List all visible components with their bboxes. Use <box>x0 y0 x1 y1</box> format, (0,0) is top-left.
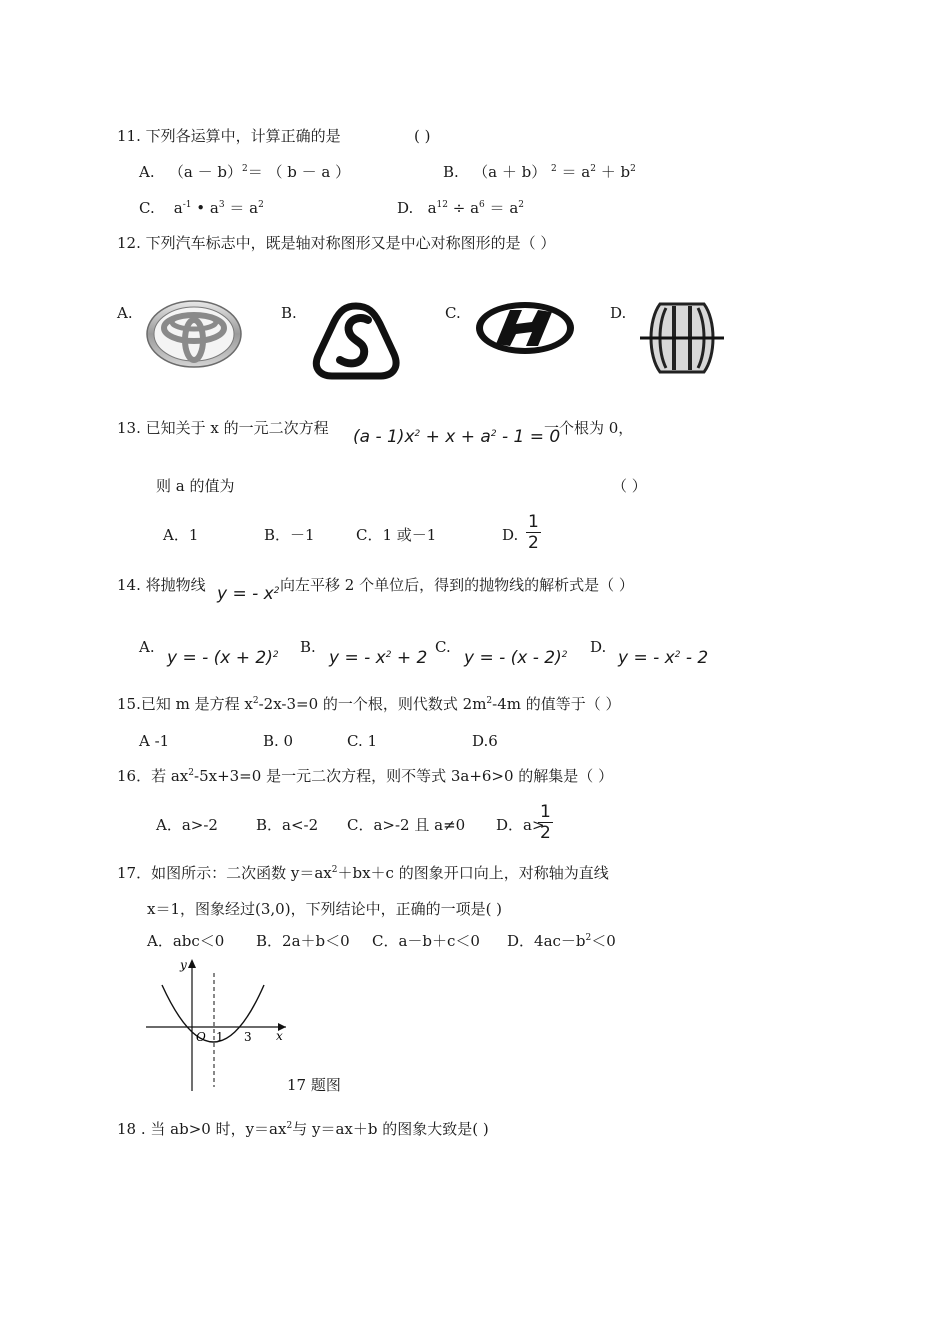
q14-label-a: A. <box>139 638 155 656</box>
q17-stem: 17．如图所示：二次函数 $y=ax^2+bx+c$ 的图象开口向上，对称轴为直线 <box>117 864 609 882</box>
barrel-h-logo-icon <box>640 300 724 376</box>
graph-x-label: x <box>276 1029 283 1043</box>
q14-option-a: y = - $(x + 2)^2$ <box>167 648 279 668</box>
q13-option-d-fraction: $\frac{1}{2}$ <box>528 512 539 553</box>
q14-label-d: D. <box>590 638 607 656</box>
q13-stem-tail: 一个根为 0， <box>544 419 634 437</box>
q12-label-a: A. <box>117 304 133 322</box>
q17-caption: 17 题图 <box>287 1076 341 1094</box>
q16-option-d: D．a> <box>496 816 545 834</box>
graph-y-label: y <box>180 958 187 972</box>
q15-option-c: C. 1 <box>347 732 378 750</box>
q15-stem: 15.已知 m 是方程 $x^2-2x-3=0$ 的一个根，则代数式 $2m^2-4m$ 的值等于（ ） <box>117 695 621 713</box>
graph-tick-1: 1 <box>216 1030 224 1044</box>
q13-option-c: C．1 或－1 <box>356 526 437 544</box>
q14-option-d: y = - $x^2 - 2$ <box>618 648 709 668</box>
hyundai-logo-icon <box>474 300 576 356</box>
q15-option-a: A -1 <box>139 732 170 750</box>
q14-stem: 14. 将抛物线 <box>117 576 206 594</box>
q17-parabola-graph <box>140 955 300 1095</box>
q18-stem: 18 . 当 ab>0 时，$y=ax^2$与 y＝ax＋b 的图象大致是( ) <box>117 1120 489 1138</box>
q17-line2: x＝1，图象经过(3,0)，下列结论中，正确的一项是( ) <box>147 900 503 918</box>
q14-option-c: y = - (x - 2)$^2$ <box>464 648 568 668</box>
q11-option-d: D. $a^{12} \div a^6 = a^2$ <box>397 199 524 217</box>
q11-answer-paren: ( ) <box>414 127 431 145</box>
graph-origin-label: O <box>196 1030 206 1044</box>
q14-stem-tail: 向左平移 2 个单位后，得到的抛物线的解析式是（ ） <box>280 576 634 594</box>
graph-tick-3: 3 <box>244 1030 252 1044</box>
q13-answer-paren: （ ） <box>612 477 647 495</box>
q13-option-b: B．－1 <box>264 526 315 544</box>
q15-option-b: B. 0 <box>263 732 294 750</box>
y-axis-arrow <box>188 959 196 968</box>
q12-label-d: D. <box>610 304 627 322</box>
q12-label-b: B. <box>281 304 297 322</box>
q16-option-a: A．a>-2 <box>156 816 218 834</box>
q14-equation: y = - $x^2$ <box>217 584 280 604</box>
q16-option-d-fraction: $\frac{1}{2}$ <box>540 802 551 843</box>
q13-option-d-label: D. <box>502 526 519 544</box>
q11-option-a: A. $(a - b)^2=$ （ b － a ） <box>139 163 351 181</box>
q16-stem: 16．若 $ax^2-5x+3=0$ 是一元二次方程，则不等式 3a+6>0 的解集是（ ） <box>117 767 614 785</box>
q13-stem: 13. 已知关于 x 的一元二次方程 <box>117 419 329 437</box>
q14-option-b: y = - $x^2 + 2$ <box>329 648 428 668</box>
q13-line2: 则 a 的值为 <box>156 477 235 495</box>
q17-option-a: A．abc＜0 <box>147 932 225 950</box>
s-swirl-logo-icon <box>310 300 402 380</box>
q14-label-b: B. <box>300 638 316 656</box>
toyota-logo-icon <box>145 298 243 370</box>
q16-option-b: B．a<-2 <box>256 816 319 834</box>
q11-option-c: C. $a^{-1}$ • $a^3 = a^2$ <box>139 199 264 217</box>
q13-option-a: A．1 <box>163 526 199 544</box>
q11-stem: 11. 下列各运算中，计算正确的是 <box>117 127 341 145</box>
q13-equation: $(a - 1)x^2 + x + a^2 - 1 = 0$ <box>353 427 561 447</box>
q17-option-d: D．$4ac-b^2<0$ <box>507 932 616 950</box>
q15-option-d: D.6 <box>472 732 498 750</box>
q17-option-c: C．a－b＋c＜0 <box>372 932 480 950</box>
q16-option-c: C．a>-2 且 a≠0 <box>347 816 466 834</box>
q11-option-b: B. （a ＋ b） $^2 = a^2 + b^2$ <box>443 163 636 181</box>
q17-option-b: B．2a＋b＜0 <box>256 932 350 950</box>
q14-label-c: C. <box>435 638 451 656</box>
q12-stem: 12. 下列汽车标志中，既是轴对称图形又是中心对称图形的是（ ） <box>117 234 556 252</box>
q12-label-c: C. <box>445 304 461 322</box>
